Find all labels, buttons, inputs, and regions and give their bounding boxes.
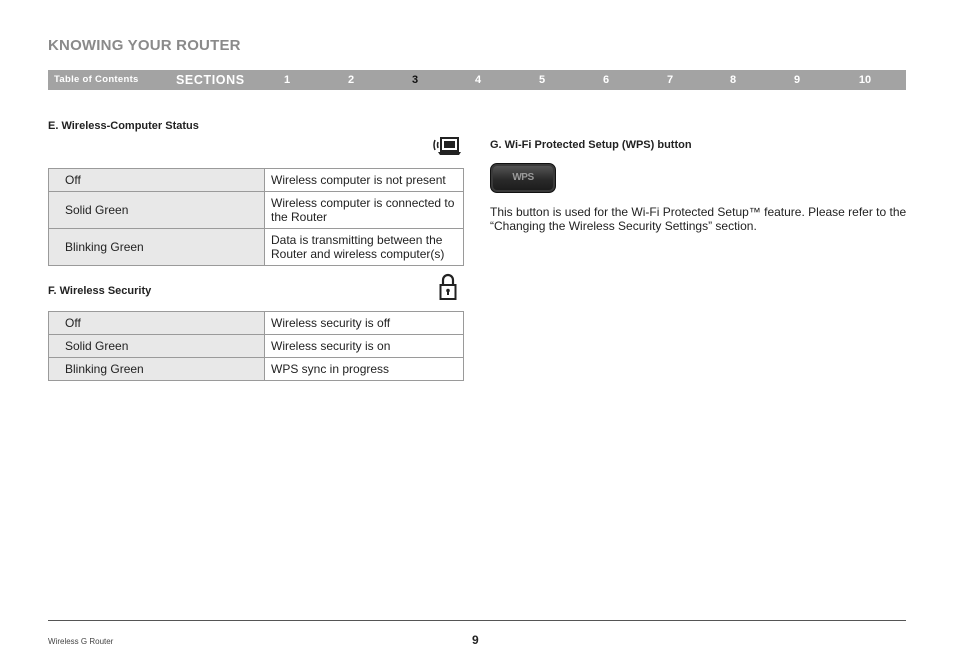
wps-button-label: WPS [512, 172, 534, 183]
nav-section-5[interactable]: 5 [538, 74, 546, 86]
status-state: Off [49, 312, 265, 335]
table-row [49, 169, 464, 192]
status-meaning: Data is transmitting between the Router and wireless computer(s) [265, 229, 464, 266]
wps-description: This button is used for the Wi-Fi Protected Setup™ feature. Please refer to the “Changing the Wireless Security Settings” section. [490, 205, 907, 233]
table-row [49, 192, 464, 229]
nav-section-10[interactable]: 10 [858, 74, 872, 86]
footer-product-name: Wireless G Router [48, 637, 114, 646]
wireless-computer-status-table [48, 168, 464, 266]
nav-section-6[interactable]: 6 [602, 74, 610, 86]
status-meaning: Wireless security is on [265, 335, 464, 358]
nav-section-7[interactable]: 7 [666, 74, 674, 86]
table-row [49, 229, 464, 266]
laptop-wireless-icon [432, 135, 462, 162]
table-row [49, 335, 464, 358]
status-meaning: Wireless computer is not present [265, 169, 464, 192]
status-state: Blinking Green [49, 229, 265, 266]
table-row [49, 358, 464, 381]
nav-section-3[interactable]: 3 [411, 74, 419, 86]
status-state: Blinking Green [49, 358, 265, 381]
nav-section-4[interactable]: 4 [474, 74, 482, 86]
status-state: Off [49, 169, 265, 192]
wireless-security-status-table [48, 311, 464, 381]
table-of-contents-link[interactable]: Table of Contents [54, 74, 139, 85]
section-navbar [48, 70, 906, 90]
wps-heading: G. Wi-Fi Protected Setup (WPS) button [490, 139, 692, 151]
nav-section-2[interactable]: 2 [347, 74, 355, 86]
nav-section-8[interactable]: 8 [729, 74, 737, 86]
nav-section-1[interactable]: 1 [283, 74, 291, 86]
status-state: Solid Green [49, 192, 265, 229]
sections-label: SECTIONS [176, 73, 245, 87]
status-meaning: Wireless security is off [265, 312, 464, 335]
page-number: 9 [472, 633, 479, 647]
page-section-title: KNOWING YOUR ROUTER [48, 37, 241, 54]
nav-section-9[interactable]: 9 [793, 74, 801, 86]
wps-button-image [490, 163, 556, 193]
status-state: Solid Green [49, 335, 265, 358]
status-meaning: Wireless computer is connected to the Router [265, 192, 464, 229]
padlock-icon [439, 273, 457, 306]
wireless-computer-heading: E. Wireless-Computer Status [48, 120, 199, 132]
wireless-security-heading: F. Wireless Security [48, 285, 152, 297]
table-row [49, 312, 464, 335]
footer-divider [48, 620, 906, 621]
status-meaning: WPS sync in progress [265, 358, 464, 381]
